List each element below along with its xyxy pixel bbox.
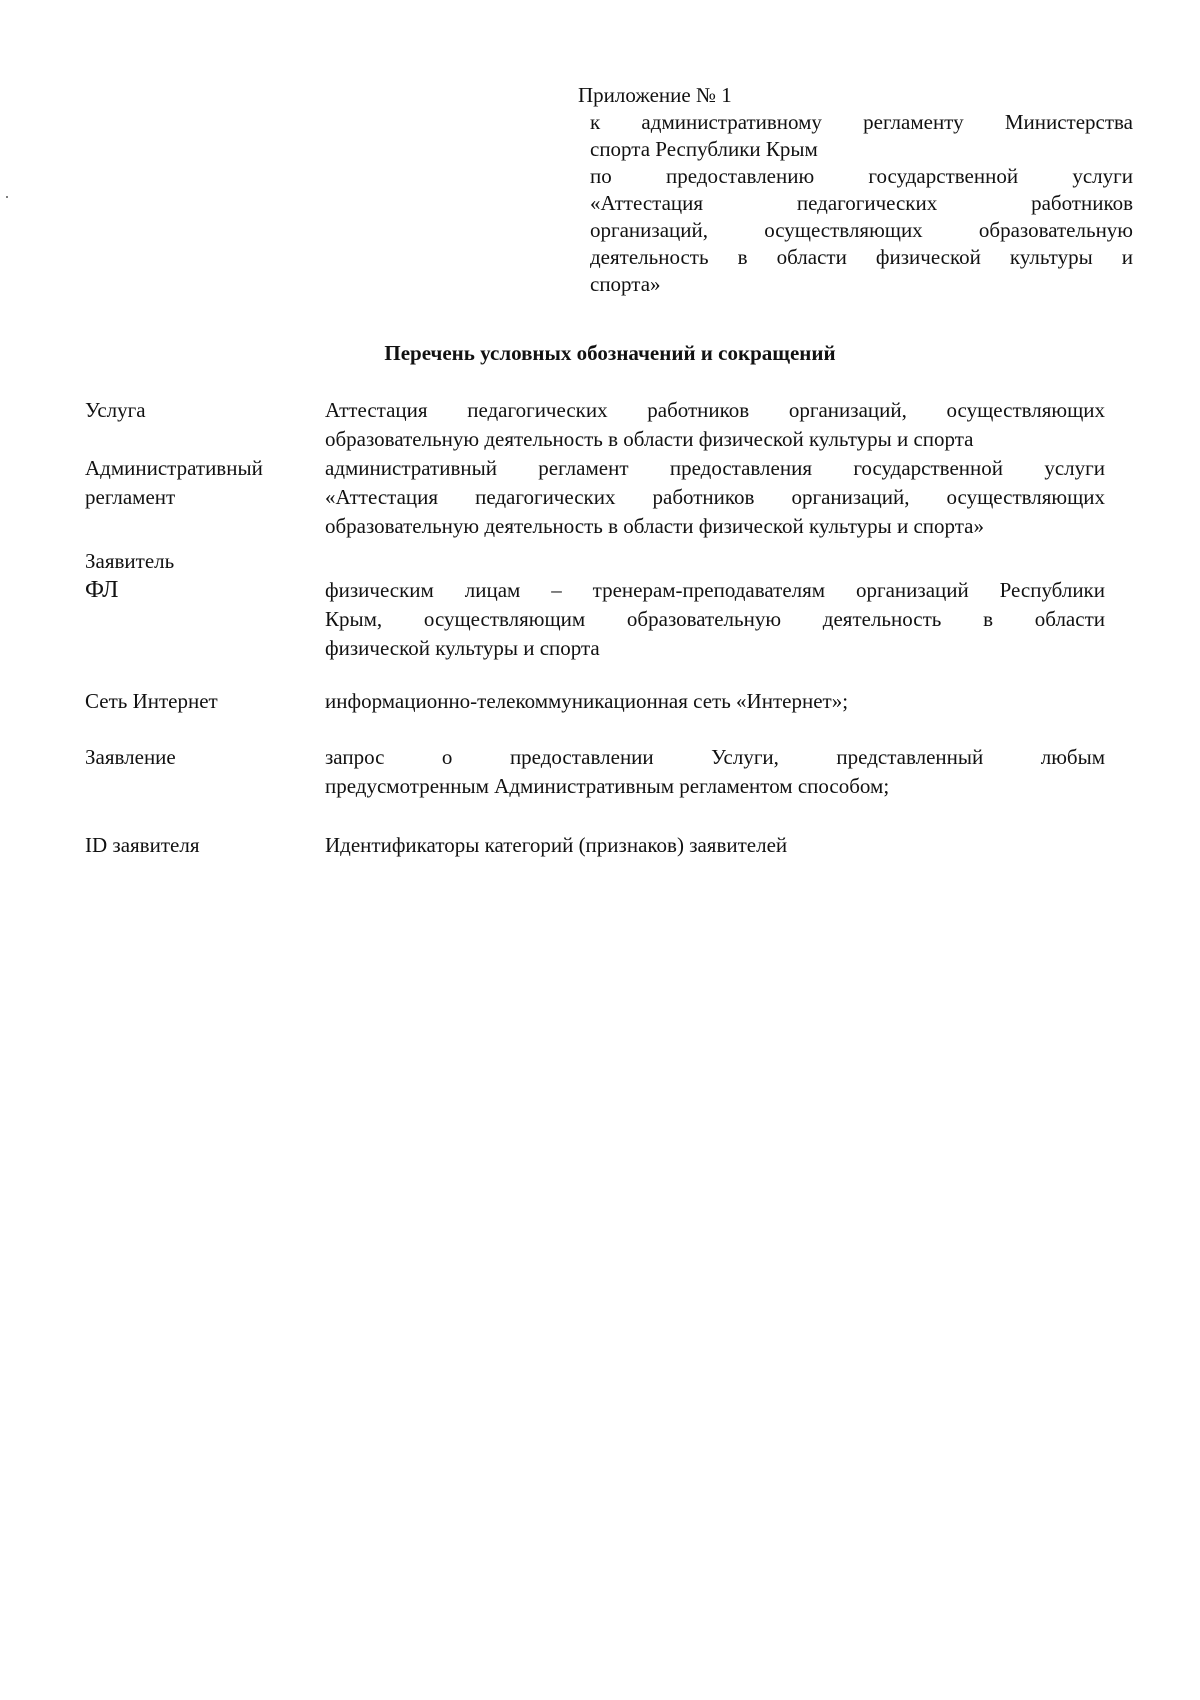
abbreviation-definition: [325, 576, 1105, 663]
abbreviation-definition: [325, 454, 1105, 541]
abbreviation-definition: [325, 396, 1105, 454]
abbreviation-term: [85, 743, 325, 801]
term-line: Сеть Интернет: [85, 689, 218, 713]
abbreviation-term: [85, 687, 325, 716]
annex-line: спорта Республики Крым: [590, 137, 818, 161]
annex-description: [590, 109, 1133, 298]
abbreviations-list: [85, 396, 1105, 860]
annex-title: Приложение № 1: [578, 83, 732, 107]
annex-line: к административному регламенту Министерства: [590, 110, 1133, 134]
definition-line: «Аттестация педагогических работников организаций, осуществляющих: [325, 485, 1105, 509]
definition-line: запрос о предоставлении Услуги, представленный любым: [325, 745, 1105, 769]
abbreviation-term: [85, 831, 325, 860]
term-line: Заявитель: [85, 549, 175, 573]
abbreviation-term: [85, 547, 325, 576]
term-line: Услуга: [85, 398, 146, 422]
term-line: ФЛ: [85, 577, 119, 603]
definition-line: предусмотренным Административным регламентом способом;: [325, 774, 890, 798]
abbreviation-row: [85, 687, 1105, 716]
annex-line: «Аттестация педагогических работников: [590, 191, 1133, 215]
term-line: ID заявителя: [85, 833, 200, 857]
abbreviation-row: [85, 831, 1105, 860]
abbreviation-row: [85, 743, 1105, 801]
document-heading: Перечень условных обозначений и сокращений: [384, 341, 836, 365]
abbreviation-row: [85, 547, 1105, 576]
abbreviation-term: [85, 454, 325, 541]
term-line: регламент: [85, 485, 176, 509]
abbreviation-row: [85, 396, 1105, 454]
annex-block: [578, 82, 1133, 298]
definition-line: Идентификаторы категорий (признаков) заявителей: [325, 833, 788, 857]
abbreviation-definition: [325, 547, 1105, 576]
annex-line: деятельность в области физической культуры и: [590, 245, 1133, 269]
abbreviation-term: [85, 396, 325, 454]
abbreviation-definition: [325, 743, 1105, 801]
annex-line: организаций, осуществляющих образовательную: [590, 218, 1133, 242]
abbreviation-row: [85, 454, 1105, 541]
definition-line: физическим лицам – тренерам-преподавателям организаций Республики: [325, 578, 1105, 602]
definition-line: образовательную деятельность в области физической культуры и спорта»: [325, 514, 984, 538]
abbreviation-definition: [325, 831, 1105, 860]
term-line: Административный: [85, 456, 263, 480]
definition-line: образовательную деятельность в области физической культуры и спорта: [325, 427, 974, 451]
definition-line: информационно-телекоммуникационная сеть «Интернет»;: [325, 689, 849, 713]
definition-line: Аттестация педагогических работников организаций, осуществляющих: [325, 398, 1105, 422]
term-line: Заявление: [85, 745, 176, 769]
scan-speck: [6, 196, 8, 198]
annex-line: по предоставлению государственной услуги: [590, 164, 1133, 188]
abbreviation-term: [85, 576, 325, 663]
abbreviation-row: [85, 576, 1105, 663]
definition-line: физической культуры и спорта: [325, 636, 600, 660]
definition-line: административный регламент предоставления государственной услуги: [325, 456, 1105, 480]
abbreviation-definition: [325, 687, 1105, 716]
definition-line: Крым, осуществляющим образовательную деятельность в области: [325, 607, 1105, 631]
annex-line: спорта»: [590, 272, 661, 296]
